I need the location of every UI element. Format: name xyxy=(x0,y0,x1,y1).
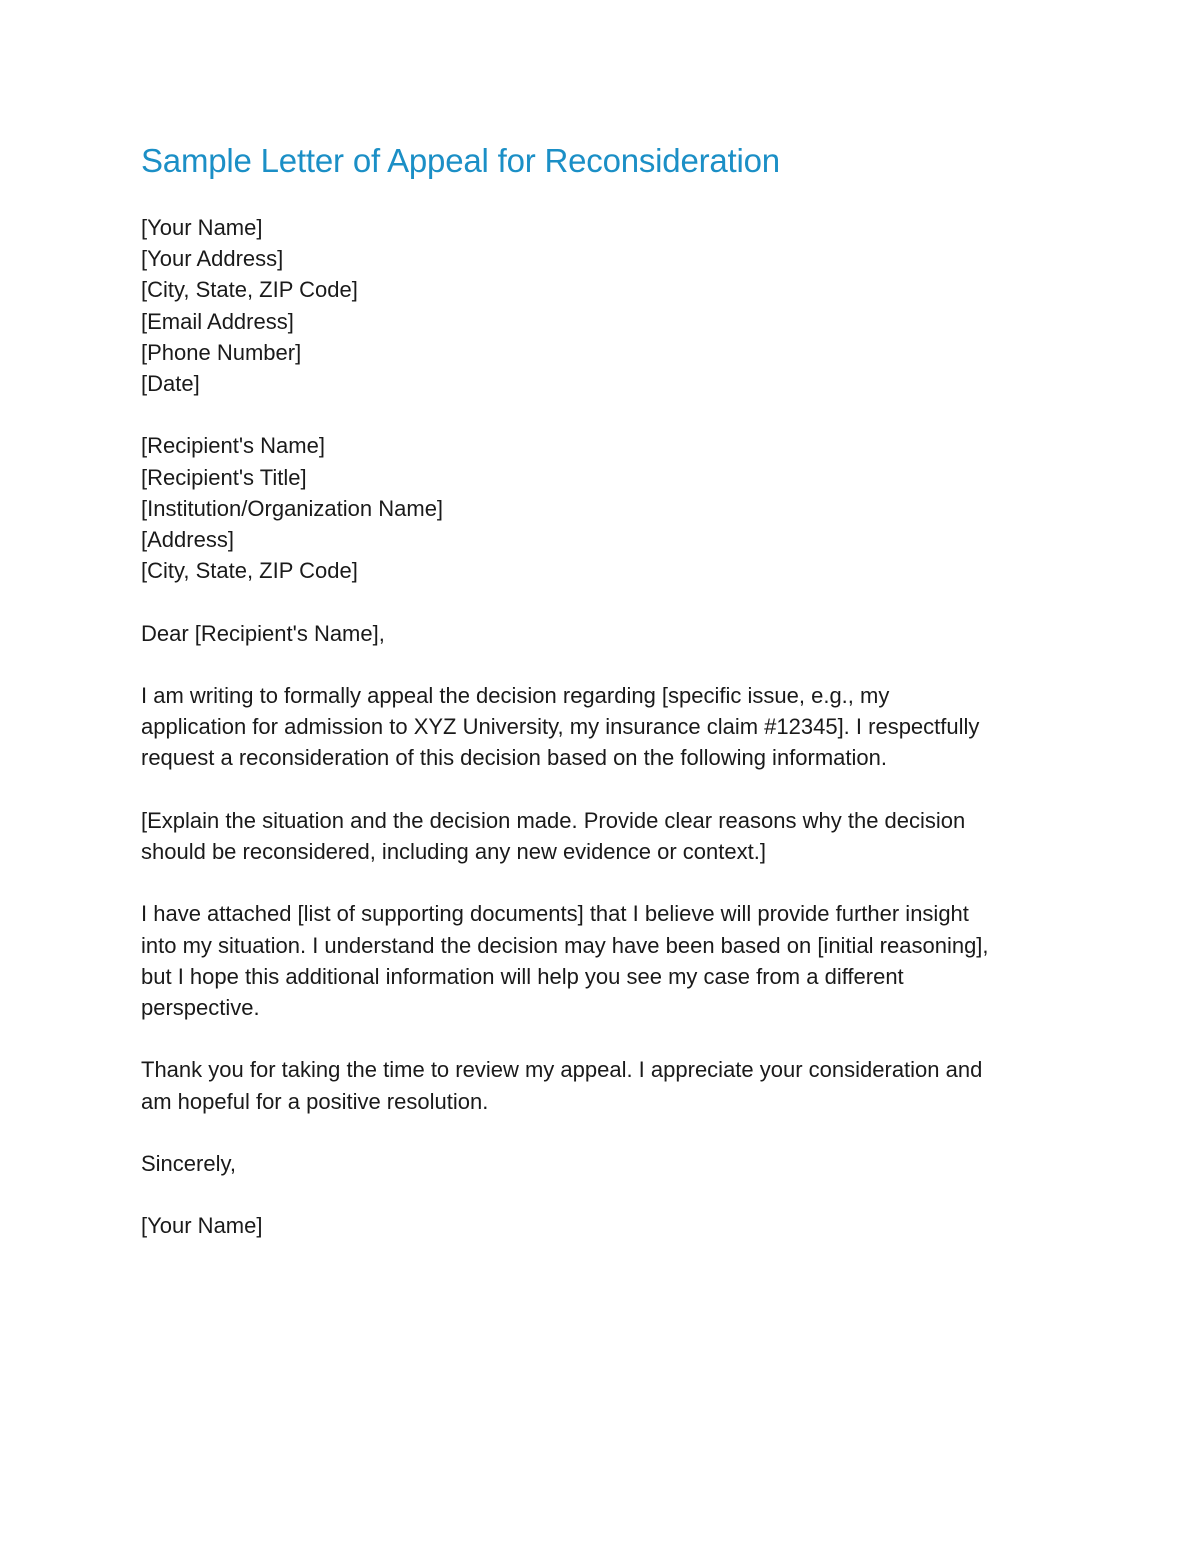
paragraph-line: but I hope this additional information will help you see my case from a different xyxy=(141,963,904,989)
sender-city-state-zip: [City, State, ZIP Code] xyxy=(141,277,358,303)
paragraph-line: should be reconsidered, including any new evidence or context.] xyxy=(141,839,766,864)
recipient-address-block xyxy=(141,430,1061,586)
body-paragraph-intro xyxy=(141,680,1061,774)
salutation xyxy=(141,618,1061,649)
recipient-address: [Address] xyxy=(141,527,234,553)
closing xyxy=(141,1148,1061,1179)
signature-name: [Your Name] xyxy=(141,1213,263,1239)
recipient-name: [Recipient's Name] xyxy=(141,433,325,459)
paragraph-line: request a reconsideration of this decision based on the following information. xyxy=(141,745,888,771)
body-paragraph-attachments xyxy=(141,898,1061,1023)
letter-date: [Date] xyxy=(141,371,200,397)
paragraph-line: I have attached [list of supporting documents] that I believe will provide further insight xyxy=(141,901,969,927)
recipient-city-state-zip: [City, State, ZIP Code] xyxy=(141,558,358,584)
salutation-text: Dear [Recipient's Name], xyxy=(141,620,385,646)
paragraph-line: [Explain the situation and the decision made. Provide clear reasons why the decision xyxy=(141,807,966,833)
body-paragraph-thanks xyxy=(141,1054,1061,1116)
sender-address-block xyxy=(141,212,1061,399)
paragraph-line: am hopeful for a positive resolution. xyxy=(141,1088,489,1114)
closing-text: Sincerely, xyxy=(141,1150,236,1176)
document-title: Sample Letter of Appeal for Reconsideration xyxy=(141,142,780,179)
paragraph-line: application for admission to XYZ University, my insurance claim #12345]. I respectfully xyxy=(141,714,980,740)
sender-phone: [Phone Number] xyxy=(141,339,302,365)
sender-name: [Your Name] xyxy=(141,215,263,240)
letter-document xyxy=(141,140,1061,1273)
paragraph-line: perspective. xyxy=(141,995,260,1020)
recipient-title: [Recipient's Title] xyxy=(141,464,307,490)
sender-email: [Email Address] xyxy=(141,308,294,334)
paragraph-line: into my situation. I understand the decision may have been based on [initial reasoning], xyxy=(141,932,989,958)
body-paragraph-explanation xyxy=(141,805,1061,867)
paragraph-line: I am writing to formally appeal the decision regarding [specific issue, e.g., my xyxy=(141,683,890,708)
recipient-organization: [Institution/Organization Name] xyxy=(141,495,444,521)
signature xyxy=(141,1210,1061,1241)
sender-address: [Your Address] xyxy=(141,246,284,272)
paragraph-line: Thank you for taking the time to review my appeal. I appreciate your consideration and xyxy=(141,1057,983,1083)
